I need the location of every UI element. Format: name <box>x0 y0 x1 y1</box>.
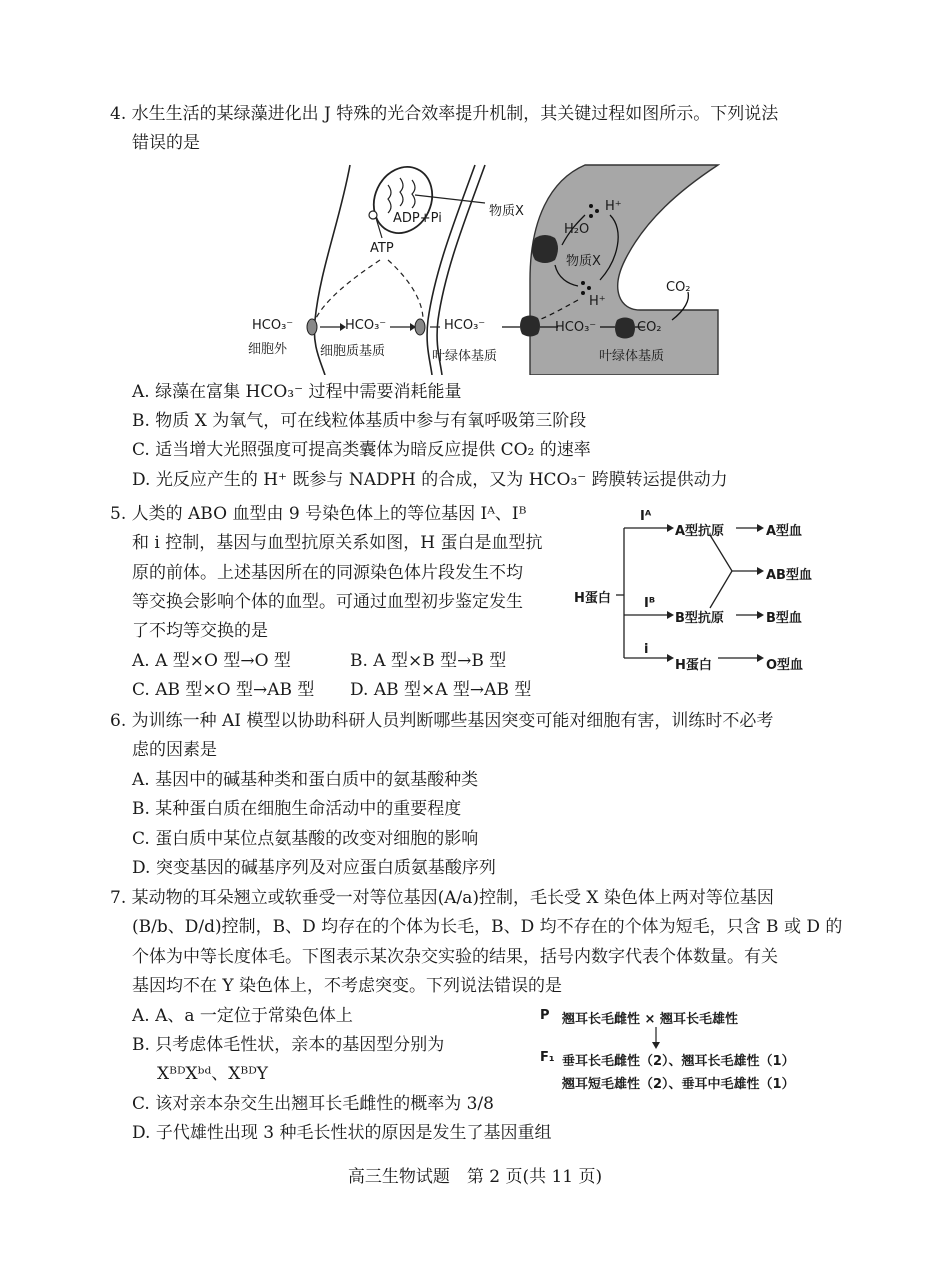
carbonic-anhydrase <box>615 318 635 339</box>
label-ib: Iᴮ <box>644 596 656 611</box>
q5-option-b: B. A 型×B 型→B 型 <box>350 651 507 671</box>
q4-option-b: B. 物质 X 为氧气，可在线粒体基质中参与有氧呼吸第三阶段 <box>132 411 587 431</box>
label-o-blood: O型血 <box>766 658 804 673</box>
label-ab-blood: AB型血 <box>766 568 812 583</box>
label-substance-x-2: 物质X <box>566 254 601 269</box>
photosystem-complex <box>532 235 558 263</box>
cross-p-label: P <box>540 1008 550 1023</box>
q6-option-d: D. 突变基因的碱基序列及对应蛋白质氨基酸序列 <box>132 858 496 878</box>
label-hco3-chloroplast: HCO₃⁻ <box>555 320 597 335</box>
q7-stem-line4: 基因均不在 Y 染色体上，不考虑突变。下列说法错误的是 <box>132 976 563 996</box>
q4-option-c: C. 适当增大光照强度可提高类囊体为暗反应提供 CO₂ 的速率 <box>132 440 591 460</box>
q4-diagram <box>240 160 720 375</box>
label-hco3-outside: HCO₃⁻ <box>252 318 294 333</box>
label-co2-1: CO₂ <box>637 320 662 335</box>
thylakoid-region <box>530 165 718 375</box>
cross-f1-line1: 垂耳长毛雌性（2）、翘耳长毛雄性（1） <box>562 1054 795 1069</box>
q7-stem-line1: 7. 某动物的耳朵翘立或软垂受一对等位基因(A/a)控制，毛长受 X 染色体上两对等位基因 <box>110 888 774 908</box>
mitochondrion-pore <box>369 211 377 219</box>
hco3-transporter <box>520 316 540 337</box>
q5-stem-line1: 5. 人类的 ABO 血型由 9 号染色体上的等位基因 Iᴬ、Iᴮ <box>110 504 527 524</box>
label-cytoplasm: 细胞质基质 <box>320 344 386 359</box>
chloroplast-envelope-inner <box>437 165 485 375</box>
q7-option-a: A. A、a 一定位于常染色体上 <box>132 1006 353 1026</box>
label-h-protein: H蛋白 <box>574 591 611 606</box>
q6-option-c: C. 蛋白质中某位点氨基酸的改变对细胞的影响 <box>132 829 479 849</box>
label-a-antigen: A型抗原 <box>675 524 725 539</box>
q6-stem-line2: 虑的因素是 <box>132 740 217 760</box>
q5-option-a: A. A 型×O 型→O 型 <box>132 651 291 671</box>
q5-stem-line3: 原的前体。上述基因所在的同源染色体片段发生不均 <box>132 563 523 583</box>
label-outside: 细胞外 <box>248 342 288 357</box>
label-adp-pi: ADP+Pi <box>393 211 442 226</box>
q6-stem-line1: 6. 为训练一种 AI 模型以协助科研人员判断哪些基因突变可能对细胞有害，训练时不必考 <box>110 711 774 731</box>
q4-stem-line1: 4. 水生生活的某绿藻进化出 J 特殊的光合效率提升机制，其关键过程如图所示。下列说法 <box>110 104 779 124</box>
q4-stem-line2: 错误的是 <box>132 133 200 153</box>
q7-option-c: C. 该对亲本杂交生出翘耳长毛雌性的概率为 3/8 <box>132 1094 494 1114</box>
label-h2o: H₂O <box>564 222 590 237</box>
q6-option-a: A. 基因中的碱基种类和蛋白质中的氨基酸种类 <box>132 770 479 790</box>
page-footer: 高三生物试题 第 2 页(共 11 页) <box>347 1167 603 1187</box>
chloroplast-envelope-outer <box>427 165 475 375</box>
q7-option-b-line1: B. 只考虑体毛性状，亲本的基因型分别为 <box>132 1035 445 1055</box>
label-a-blood: A型血 <box>766 524 803 539</box>
label-i: i <box>644 642 649 657</box>
q5-option-c: C. AB 型×O 型→AB 型 <box>132 680 315 700</box>
label-h-protein-2: H蛋白 <box>675 658 712 673</box>
label-atp: ATP <box>370 241 394 256</box>
label-hplus-2: H⁺ <box>589 294 606 309</box>
q6-option-b: B. 某种蛋白质在细胞生命活动中的重要程度 <box>132 799 462 819</box>
label-b-blood: B型血 <box>766 611 802 626</box>
q5-stem-line2: 和 i 控制，基因与血型抗原关系如图，H 蛋白是血型抗 <box>132 533 543 553</box>
q7-option-d: D. 子代雄性出现 3 种毛长性状的原因是发生了基因重组 <box>132 1123 552 1143</box>
q5-stem-line5: 了不均等交换的是 <box>132 621 268 641</box>
q7-option-b-line2: XᴮᴰXᵇᵈ、XᴮᴰY <box>157 1064 269 1084</box>
q5-stem-line4: 等交换会影响个体的血型。可通过血型初步鉴定发生 <box>132 592 523 612</box>
cross-f1-line2: 翘耳短毛雄性（2）、垂耳中毛雄性（1） <box>562 1077 795 1092</box>
membrane-transporter-2 <box>415 319 425 335</box>
label-ia: Iᴬ <box>640 509 652 524</box>
q5-option-d: D. AB 型×A 型→AB 型 <box>350 680 532 700</box>
q4-option-d: D. 光反应产生的 H⁺ 既参与 NADPH 的合成，又为 HCO₃⁻ 跨膜转运提供动力 <box>132 470 728 490</box>
membrane-transporter-1 <box>307 319 317 335</box>
label-substance-x: 物质X <box>489 204 524 219</box>
label-hco3-cytoplasm: HCO₃⁻ <box>345 318 387 333</box>
label-hco3-stroma: HCO₃⁻ <box>444 318 486 333</box>
cross-parents: 翘耳长毛雌性 × 翘耳长毛雄性 <box>562 1012 738 1027</box>
label-co2-2: CO₂ <box>666 280 691 295</box>
label-hplus-1: H⁺ <box>605 199 622 214</box>
q4-option-a: A. 绿藻在富集 HCO₃⁻ 过程中需要消耗能量 <box>132 382 462 402</box>
label-stroma-2: 叶绿体基质 <box>599 349 665 364</box>
label-b-antigen: B型抗原 <box>675 611 724 626</box>
cross-f1-label: F₁ <box>540 1050 555 1065</box>
cross-arrow <box>650 1027 662 1049</box>
q7-stem-line3: 个体为中等长度体毛。下图表示某次杂交实验的结果，括号内数字代表个体数量。有关 <box>132 947 778 967</box>
label-stroma-1: 叶绿体基质 <box>432 349 498 364</box>
q7-stem-line2: (B/b、D/d)控制，B、D 均存在的个体为长毛，B、D 均不存在的个体为短毛，只含 B 或 D 的 <box>132 917 843 937</box>
